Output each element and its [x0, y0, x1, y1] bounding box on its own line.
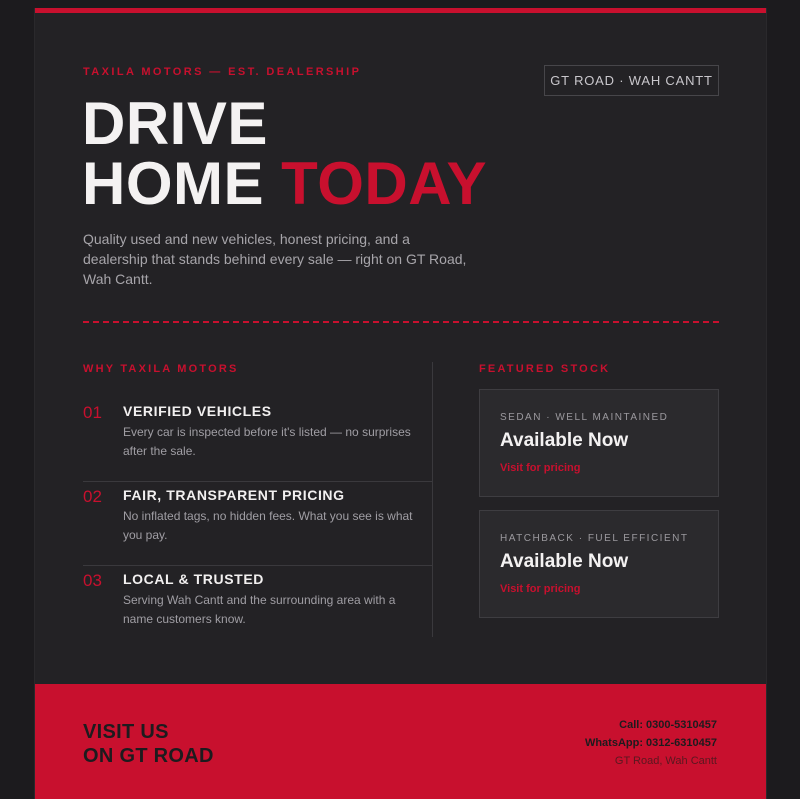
reason-item — [83, 398, 433, 482]
hero-headline — [82, 90, 488, 217]
headline-line-2 — [82, 150, 488, 217]
reason-title: LOCAL & TRUSTED — [123, 571, 264, 587]
cta-title-line-1: VISIT US — [83, 721, 169, 743]
reason-number: 02 — [83, 487, 102, 506]
stock-status: Available Now — [500, 430, 629, 451]
phone-number: Call: 0300-5310457 — [619, 719, 717, 731]
top-accent-bar — [35, 8, 766, 13]
why-section-label: WHY TAXILA MOTORS — [83, 363, 239, 375]
dashed-divider — [83, 321, 719, 323]
reason-title: VERIFIED VEHICLES — [123, 403, 272, 419]
headline-today: TODAY — [281, 150, 488, 217]
visit-cta-banner — [35, 684, 766, 799]
reason-description: Every car is inspected before it's listed — no surprises after the sale. — [123, 425, 411, 458]
stock-tag: HATCHBACK · FUEL EFFICIENT — [500, 533, 689, 544]
reason-number: 01 — [83, 403, 102, 422]
whatsapp-number: WhatsApp: 0312-6310457 — [584, 737, 717, 749]
flyer-card — [34, 8, 767, 799]
stock-tag: SEDAN · WELL MAINTAINED — [500, 412, 669, 423]
stock-card-hatchback — [479, 510, 719, 618]
cta-title-line-2: ON GT ROAD — [83, 745, 214, 767]
stock-section-label: FEATURED STOCK — [479, 363, 611, 375]
headline-line-1: DRIVE — [82, 90, 268, 157]
location-badge: GT ROAD · WAH CANTT — [544, 65, 719, 96]
reason-item — [83, 566, 433, 650]
reason-number: 03 — [83, 571, 102, 590]
reason-description: No inflated tags, no hidden fees. What you see is what you pay. — [123, 509, 413, 542]
reason-item — [83, 482, 433, 566]
headline-home: HOME — [82, 150, 264, 217]
reason-title: FAIR, TRANSPARENT PRICING — [123, 487, 345, 503]
reasons-list — [83, 398, 433, 650]
address: GT Road, Wah Cantt — [614, 755, 717, 767]
brand-eyebrow: TAXILA MOTORS — EST. DEALERSHIP — [83, 66, 362, 78]
visit-for-pricing-link[interactable]: Visit for pricing — [500, 583, 581, 595]
cta-title — [83, 720, 214, 768]
hero-intro: Quality used and new vehicles, honest pricing, and a dealership that stands behind every sale — right on GT Road, Wah Cantt. — [83, 231, 467, 287]
stock-status: Available Now — [500, 551, 629, 572]
contact-block — [585, 716, 717, 770]
reason-description: Serving Wah Cantt and the surrounding area with a name customers know. — [123, 593, 396, 626]
visit-for-pricing-link[interactable]: Visit for pricing — [500, 462, 581, 474]
stock-card-sedan — [479, 389, 719, 497]
